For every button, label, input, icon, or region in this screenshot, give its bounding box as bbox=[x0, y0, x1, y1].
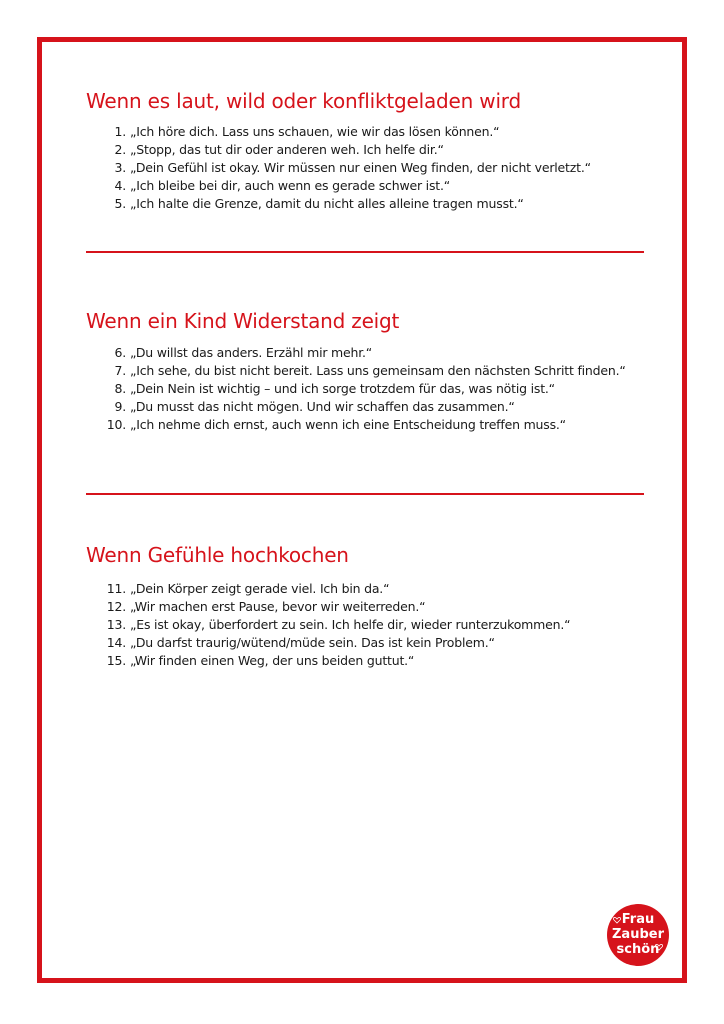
item-number: 10. bbox=[106, 417, 126, 432]
item-text: „Es ist okay, überfordert zu sein. Ich helfe dir, wieder runterzukommen.“ bbox=[130, 617, 571, 632]
phrase-list bbox=[86, 123, 646, 213]
item-text: „Du willst das anders. Erzähl mir mehr.“ bbox=[130, 345, 373, 360]
list-item bbox=[86, 580, 646, 598]
item-text: „Dein Nein ist wichtig – und ich sorge trotzdem für das, was nötig ist.“ bbox=[130, 381, 555, 396]
phrase-list bbox=[86, 580, 646, 670]
list-item bbox=[86, 652, 646, 670]
item-number: 14. bbox=[106, 635, 126, 650]
section-divider bbox=[86, 251, 644, 253]
section-resistance bbox=[86, 308, 646, 434]
item-text: „Dein Körper zeigt gerade viel. Ich bin da.“ bbox=[130, 581, 390, 596]
section-divider bbox=[86, 493, 644, 495]
item-number: 15. bbox=[106, 653, 126, 668]
list-item bbox=[86, 616, 646, 634]
item-text: „Ich nehme dich ernst, auch wenn ich eine Entscheidung treffen muss.“ bbox=[130, 417, 566, 432]
list-item bbox=[86, 380, 646, 398]
item-number: 12. bbox=[106, 599, 126, 614]
list-item bbox=[86, 123, 646, 141]
list-item bbox=[86, 141, 646, 159]
item-text: „Dein Gefühl ist okay. Wir müssen nur einen Weg finden, der nicht verletzt.“ bbox=[130, 160, 591, 175]
item-text: „Ich bleibe bei dir, auch wenn es gerade schwer ist.“ bbox=[130, 178, 451, 193]
item-number: 4. bbox=[114, 178, 126, 193]
list-item bbox=[86, 177, 646, 195]
item-text: „Wir machen erst Pause, bevor wir weiterreden.“ bbox=[130, 599, 426, 614]
item-number: 3. bbox=[114, 160, 126, 175]
item-number: 1. bbox=[114, 124, 126, 139]
item-number: 5. bbox=[114, 196, 126, 211]
section-heading: Wenn Gefühle hochkochen bbox=[86, 543, 349, 567]
item-text: „Wir finden einen Weg, der uns beiden guttut.“ bbox=[130, 653, 415, 668]
item-text: „Ich halte die Grenze, damit du nicht alles alleine tragen musst.“ bbox=[130, 196, 524, 211]
item-number: 7. bbox=[114, 363, 126, 378]
list-item bbox=[86, 398, 646, 416]
item-number: 13. bbox=[106, 617, 126, 632]
list-item bbox=[86, 416, 646, 434]
item-text: „Ich höre dich. Lass uns schauen, wie wir das lösen können.“ bbox=[130, 124, 500, 139]
logo-text-line2: Zauber bbox=[612, 927, 664, 942]
item-number: 2. bbox=[114, 142, 126, 157]
item-number: 8. bbox=[114, 381, 126, 396]
logo-text-line3: schön bbox=[616, 942, 660, 957]
section-feelings bbox=[86, 542, 646, 670]
item-text: „Ich sehe, du bist nicht bereit. Lass uns gemeinsam den nächsten Schritt finden.“ bbox=[130, 363, 626, 378]
section-heading: Wenn ein Kind Widerstand zeigt bbox=[86, 309, 400, 333]
item-number: 9. bbox=[114, 399, 126, 414]
list-item bbox=[86, 362, 646, 380]
logo-text-line1: Frau bbox=[621, 912, 655, 927]
section-conflict bbox=[86, 88, 646, 213]
phrase-list bbox=[86, 344, 646, 434]
item-text: „Du musst das nicht mögen. Und wir schaffen das zusammen.“ bbox=[130, 399, 515, 414]
list-item bbox=[86, 195, 646, 213]
list-item bbox=[86, 634, 646, 652]
frau-zauberschoen-logo bbox=[605, 902, 671, 968]
list-item bbox=[86, 159, 646, 177]
item-text: „Stopp, das tut dir oder anderen weh. Ich helfe dir.“ bbox=[130, 142, 444, 157]
item-text: „Du darfst traurig/wütend/müde sein. Das ist kein Problem.“ bbox=[130, 635, 495, 650]
logo-badge bbox=[605, 902, 671, 968]
list-item bbox=[86, 344, 646, 362]
section-heading: Wenn es laut, wild oder konfliktgeladen wird bbox=[86, 89, 521, 113]
list-item bbox=[86, 598, 646, 616]
item-number: 11. bbox=[106, 581, 126, 596]
item-number: 6. bbox=[114, 345, 126, 360]
